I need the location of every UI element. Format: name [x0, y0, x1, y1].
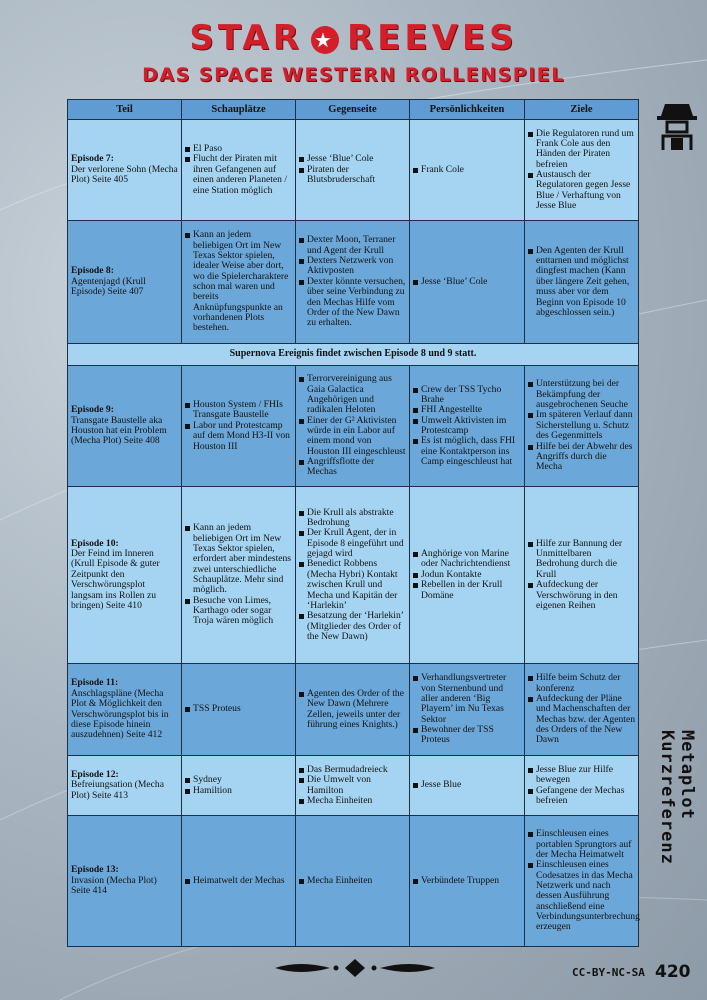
list-item: Die Regulatoren rund um Frank Cole aus den Händen der Piraten befreien	[528, 129, 635, 170]
list-item: Austausch der Regulatoren gegen Jesse Blue / Verhaftung von Jesse Blue	[528, 170, 635, 211]
list-item: Anghörige von Marine oder Nachrichtendienst	[413, 549, 521, 570]
table-row	[68, 756, 639, 816]
list-item: Flucht der Piraten mit ihren Gefangenen auf einen anderen Planeten / eine Station möglich	[185, 154, 292, 195]
list-item: Jesse Blue	[413, 780, 521, 790]
col-header-goals: Ziele	[525, 100, 639, 120]
episode-desc: Transgate Baustelle aka Houston hat ein Problem (Mecha Plot) Seite 408	[71, 414, 167, 447]
col-header-places: Schauplätze	[182, 100, 296, 120]
episode-desc: Der verlorene Sohn (Mecha Plot) Seite 405	[71, 163, 178, 186]
opposition-cell	[296, 816, 410, 947]
table-row	[68, 120, 639, 221]
list-item: Den Agenten der Krull enttarnen und möglichst dingfest machen (Kann über längere Zeit gehen, muss aber vor dem Beginn von Episode 10 abgeschlossen sein.)	[528, 246, 635, 319]
list-item: Die Krull als abstrakte Bedrohung	[299, 508, 406, 529]
list-item: Gefangene der Mechas befreien	[528, 786, 635, 807]
places-cell	[182, 487, 296, 664]
places-cell	[182, 756, 296, 816]
table-row	[68, 816, 639, 947]
list-item: Rebellen in der Krull Domäne	[413, 580, 521, 601]
episode-title: Episode 11:	[71, 677, 119, 689]
episode-cell	[68, 756, 182, 816]
list-item: Einschleusen eines Codesatzes in das Mecha Netzwerk und nach dessen Ausführung anschließend eine Verbindungsunterbrechung erzeugen	[528, 860, 635, 933]
opposition-cell	[296, 756, 410, 816]
list-item: Es ist möglich, dass FHI eine Kontaktperson ins Camp eingeschleust hat	[413, 436, 521, 467]
opposition-cell	[296, 487, 410, 664]
list-item: Jesse ‘Blue’ Cole	[299, 154, 406, 164]
col-header-people: Persönlichkeiten	[410, 100, 525, 120]
list-item: Hilfe zur Bannung der Unmittelbaren Bedrohung durch die Krull	[528, 539, 635, 580]
episode-desc: Befreiungsation (Mecha Plot) Seite 413	[71, 779, 164, 801]
list-item: El Paso	[185, 144, 292, 154]
game-logo-title	[0, 18, 707, 58]
list-item: Benedict Robbens (Mecha Hybri) Kontakt zwischen Krull und Mecha und Kapitän der ‘Harlekin’	[299, 559, 406, 611]
list-item: Sydney	[185, 775, 292, 785]
episode-cell	[68, 120, 182, 221]
places-cell	[182, 664, 296, 756]
people-cell	[410, 664, 525, 756]
episode-desc: Agentenjagd (Krull Episode) Seite 407	[71, 275, 146, 298]
places-cell	[182, 816, 296, 947]
list-item: Unterstützung bei der Bekämpfung der ausgebrochenen Seuche	[528, 379, 635, 410]
list-item: Hilfe bei der Abwehr des Angriffs durch die Mecha	[528, 442, 635, 473]
episode-title: Episode 7:	[71, 153, 114, 165]
list-item: Bewohner der TSS Proteus	[413, 725, 521, 746]
list-item: Hilfe beim Schutz der konferenz	[528, 673, 635, 694]
people-cell	[410, 816, 525, 947]
episode-cell	[68, 221, 182, 344]
list-item: Einer der G² Aktivisten würde in ein Labor auf einem mond von Houston III eingeschleust	[299, 416, 406, 457]
star-badge-icon: ★	[311, 26, 339, 54]
episode-title: Episode 13:	[71, 864, 119, 876]
episode-title: Episode 8:	[71, 265, 114, 277]
list-item: Houston System / FHIs Transgate Baustelle	[185, 400, 292, 421]
episode-title: Episode 9:	[71, 404, 114, 416]
goals-cell	[525, 366, 639, 487]
supernova-note: Supernova Ereignis findet zwischen Episode 8 und 9 statt.	[68, 344, 639, 366]
list-item: Besuche von Limes, Karthago oder sogar Troja wären möglich	[185, 596, 292, 627]
episode-cell	[68, 816, 182, 947]
episode-desc: Anschlagspläne (Mecha Plot & Möglichkeit den Verschwörungsplot bis in diese Episode hinein auszudehnen) Seite 412	[71, 687, 169, 741]
list-item: Angriffsflotte der Mechas	[299, 457, 406, 478]
people-cell	[410, 120, 525, 221]
sidebar-section-label: Metaplot Kurzreferenz	[657, 730, 697, 865]
col-header-opposition: Gegenseite	[296, 100, 410, 120]
list-item: Dexter könnte versuchen, über seine Verbindung zu den Mechas Hilfe vom Order of the New Dawn zu erhalten.	[299, 277, 406, 329]
list-item: Einschleusen eines portablen Sprungtors auf der Mecha Heimatwelt	[528, 829, 635, 860]
list-item: Mecha Einheiten	[299, 876, 406, 886]
goals-cell	[525, 120, 639, 221]
episode-desc: Der Feind im Inneren (Krull Episode & guter Zeitpunkt den Verschwörungsplot langsam ins Rollen zu bringen) Seite 410	[71, 548, 160, 611]
opposition-cell	[296, 664, 410, 756]
people-cell	[410, 221, 525, 344]
list-item: Im späteren Verlauf dann Sicherstellung u. Schutz des Gegenmittels	[528, 410, 635, 441]
list-item: Kann an jedem beliebigen Ort im New Texas Sektor spielen, erfordert aber mindestens zwei unterschiedliche Schauplätze. Mehr sind möglich.	[185, 523, 292, 596]
list-item: Kann an jedem beliebigen Ort im New Texas Sektor spielen, idealer Weise aber dort, wo die Spielercharaktere schon mal waren und bereits Anknüpfungspunkte an vorhandenen Plots bestehen.	[185, 230, 292, 334]
list-item: Dexter Moon, Terraner und Agent der Krull	[299, 235, 406, 256]
people-cell	[410, 366, 525, 487]
goals-cell	[525, 664, 639, 756]
list-item: Der Krull Agent, der in Episode 8 eingeführt und gejagd wird	[299, 528, 406, 559]
title-right: REEVES	[346, 18, 518, 58]
episode-title: Episode 12:	[71, 768, 119, 780]
episode-cell	[68, 487, 182, 664]
table-row	[68, 366, 639, 487]
list-item: Aufdeckung der Verschwörung in den eigenen Reihen	[528, 580, 635, 611]
table-row	[68, 664, 639, 756]
opposition-cell	[296, 120, 410, 221]
list-item: Jesse ‘Blue’ Cole	[413, 277, 521, 287]
list-item: TSS Proteus	[185, 704, 292, 714]
col-header-part: Teil	[68, 100, 182, 120]
places-cell	[182, 221, 296, 344]
license-text: CC-BY-NC-SA	[572, 966, 645, 979]
episode-cell	[68, 664, 182, 756]
list-item: Besatzung der ‘Harlekin’ (Mitglieder des Order of the New Dawn)	[299, 611, 406, 642]
goals-cell	[525, 221, 639, 344]
page-number: 420	[655, 962, 691, 982]
table-row	[68, 221, 639, 344]
people-cell	[410, 756, 525, 816]
list-item: Mecha Einheiten	[299, 796, 406, 806]
goals-cell	[525, 816, 639, 947]
places-cell	[182, 366, 296, 487]
list-item: Agenten des Order of the New Dawn (Mehrere Zellen, jeweils unter der führung eines Knights.)	[299, 689, 406, 730]
episode-cell	[68, 366, 182, 487]
list-item: Labor und Protestcamp auf dem Mond H3-II von Houston III	[185, 421, 292, 452]
list-item: Hamiltion	[185, 786, 292, 796]
goals-cell	[525, 756, 639, 816]
table-header-row	[68, 100, 639, 120]
list-item: Das Bermudadreieck	[299, 765, 406, 775]
game-subtitle: DAS SPACE WESTERN ROLLENSPIEL	[142, 64, 565, 86]
list-item: Verhandlungsvertreter von Sternenbund und aller anderen ‘Big Playern’ im Nu Texas Sektor	[413, 673, 521, 725]
list-item: Verbündete Truppen	[413, 876, 521, 886]
list-item: Dexters Netzwerk von Aktivposten	[299, 256, 406, 277]
ornament-divider-icon	[270, 958, 440, 978]
list-item: FHI Angestellte	[413, 405, 521, 415]
list-item: Die Umwelt von Hamilton	[299, 775, 406, 796]
list-item: Terrorvereinigung aus Gaia Galactica Angehörigen und radikalen Heloten	[299, 374, 406, 415]
metaplot-table	[67, 99, 639, 947]
people-cell	[410, 487, 525, 664]
list-item: Umwelt Aktivisten im Protestcamp	[413, 416, 521, 437]
supernova-note-row	[68, 344, 639, 366]
list-item: Crew der TSS Tycho Brahe	[413, 385, 521, 406]
hooded-figure-icon	[655, 100, 699, 152]
list-item: Aufdeckung der Pläne und Machenschaften der Mechas bzw. der Agenten des Orders of the New Dawn	[528, 694, 635, 746]
title-left: STAR	[189, 18, 303, 58]
list-item: Heimatwelt der Mechas	[185, 876, 292, 886]
episode-desc: Invasion (Mecha Plot) Seite 414	[71, 874, 157, 897]
table-row	[68, 487, 639, 664]
list-item: Jodun Kontakte	[413, 570, 521, 580]
opposition-cell	[296, 221, 410, 344]
list-item: Frank Cole	[413, 165, 521, 175]
goals-cell	[525, 487, 639, 664]
places-cell	[182, 120, 296, 221]
list-item: Piraten der Blutsbruderschaft	[299, 165, 406, 186]
episode-title: Episode 10:	[71, 537, 119, 549]
opposition-cell	[296, 366, 410, 487]
list-item: Jesse Blue zur Hilfe bewegen	[528, 765, 635, 786]
